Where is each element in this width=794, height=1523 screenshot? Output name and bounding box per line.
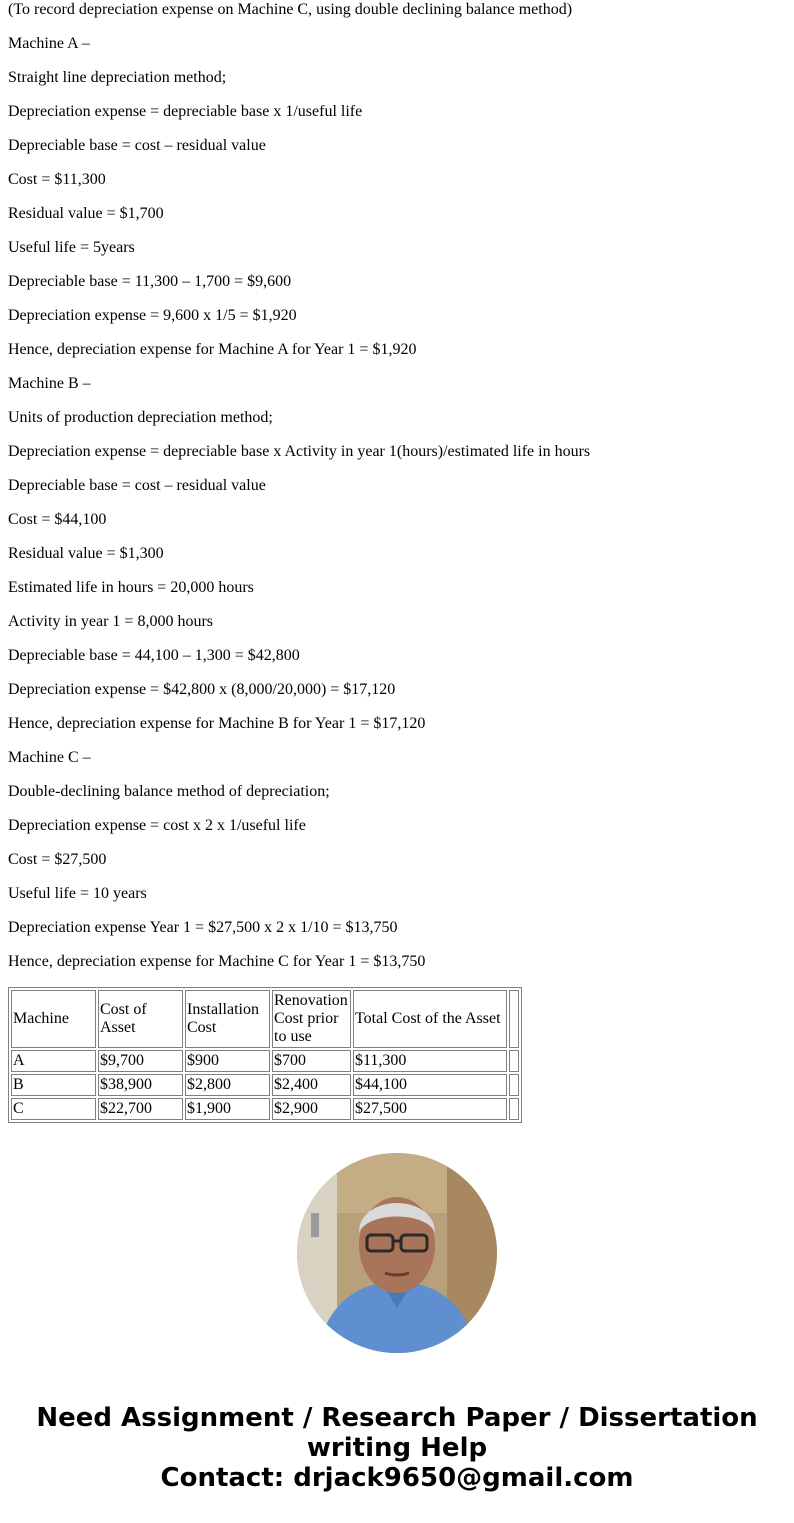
text-line: Units of production depreciation method; bbox=[8, 409, 273, 426]
header-cell-renovation: Renovation Cost prior to use bbox=[272, 990, 351, 1048]
cost-table-container bbox=[8, 987, 522, 1123]
text-line: Hence, depreciation expense for Machine B for Year 1 = $17,120 bbox=[8, 715, 426, 732]
text-line: Useful life = 5years bbox=[8, 239, 135, 256]
table-cell: $27,500 bbox=[353, 1098, 507, 1120]
table-cell: $700 bbox=[272, 1050, 351, 1072]
table-row bbox=[11, 1074, 519, 1096]
table-cell: $38,900 bbox=[98, 1074, 183, 1096]
text-line: Machine C – bbox=[8, 749, 91, 766]
text-line: Depreciable base = cost – residual value bbox=[8, 477, 266, 494]
text-line: Machine A – bbox=[8, 35, 90, 52]
table-cell: $2,900 bbox=[272, 1098, 351, 1120]
header-cell-empty bbox=[509, 990, 519, 1048]
text-line: Cost = $44,100 bbox=[8, 511, 107, 528]
text-line: Depreciation expense = cost x 2 x 1/useful life bbox=[8, 817, 306, 834]
table-cell bbox=[509, 1074, 519, 1096]
table-cell: $44,100 bbox=[353, 1074, 507, 1096]
table-cell: $1,900 bbox=[185, 1098, 270, 1120]
table-cell: $11,300 bbox=[353, 1050, 507, 1072]
text-line: Useful life = 10 years bbox=[8, 885, 147, 902]
table-cell: A bbox=[11, 1050, 96, 1072]
text-line: Straight line depreciation method; bbox=[8, 69, 227, 86]
text-line: Machine B – bbox=[8, 375, 91, 392]
text-line: Cost = $11,300 bbox=[8, 171, 106, 188]
text-line: Depreciable base = 44,100 – 1,300 = $42,800 bbox=[8, 647, 300, 664]
author-avatar bbox=[297, 1153, 497, 1353]
banner-contact-line: Contact: drjack9650@gmail.com bbox=[160, 1463, 634, 1493]
contact-banner bbox=[0, 1403, 794, 1493]
header-cell-cost: Cost of Asset bbox=[98, 990, 183, 1048]
avatar-photo bbox=[297, 1153, 497, 1353]
text-line: Depreciation expense = $42,800 x (8,000/20,000) = $17,120 bbox=[8, 681, 396, 698]
table-header-row bbox=[11, 990, 519, 1048]
banner-line-2: writing Help bbox=[306, 1433, 488, 1463]
table-row bbox=[11, 1098, 519, 1120]
header-cell-machine: Machine bbox=[11, 990, 96, 1048]
document-body bbox=[8, 0, 788, 986]
text-line: Hence, depreciation expense for Machine C for Year 1 = $13,750 bbox=[8, 953, 426, 970]
table-cell bbox=[509, 1050, 519, 1072]
table-cell: $2,800 bbox=[185, 1074, 270, 1096]
text-line: Depreciable base = 11,300 – 1,700 = $9,600 bbox=[8, 273, 292, 290]
text-line: Estimated life in hours = 20,000 hours bbox=[8, 579, 254, 596]
text-line: Hence, depreciation expense for Machine A for Year 1 = $1,920 bbox=[8, 341, 417, 358]
asset-cost-table bbox=[8, 987, 522, 1123]
text-line: Depreciable base = cost – residual value bbox=[8, 137, 266, 154]
text-line: Cost = $27,500 bbox=[8, 851, 107, 868]
table-cell: $900 bbox=[185, 1050, 270, 1072]
text-line: Depreciation expense = depreciable base x Activity in year 1(hours)/estimated life in hours bbox=[8, 443, 591, 460]
text-line: Residual value = $1,300 bbox=[8, 545, 164, 562]
header-cell-installation: Installation Cost bbox=[185, 990, 270, 1048]
table-cell: $22,700 bbox=[98, 1098, 183, 1120]
text-line: (To record depreciation expense on Machine C, using double declining balance method) bbox=[8, 1, 573, 18]
text-line: Depreciation expense = 9,600 x 1/5 = $1,920 bbox=[8, 307, 297, 324]
table-cell: $2,400 bbox=[272, 1074, 351, 1096]
header-cell-total: Total Cost of the Asset bbox=[353, 990, 507, 1048]
text-line: Depreciation expense = depreciable base x 1/useful life bbox=[8, 103, 363, 120]
table-cell: B bbox=[11, 1074, 96, 1096]
table-cell: $9,700 bbox=[98, 1050, 183, 1072]
text-line: Activity in year 1 = 8,000 hours bbox=[8, 613, 213, 630]
text-line: Double-declining balance method of depreciation; bbox=[8, 783, 330, 800]
table-cell bbox=[509, 1098, 519, 1120]
text-line: Residual value = $1,700 bbox=[8, 205, 164, 222]
table-cell: C bbox=[11, 1098, 96, 1120]
banner-line-1: Need Assignment / Research Paper / Dissertation bbox=[36, 1403, 758, 1433]
table-row bbox=[11, 1050, 519, 1072]
text-line: Depreciation expense Year 1 = $27,500 x 2 x 1/10 = $13,750 bbox=[8, 919, 398, 936]
